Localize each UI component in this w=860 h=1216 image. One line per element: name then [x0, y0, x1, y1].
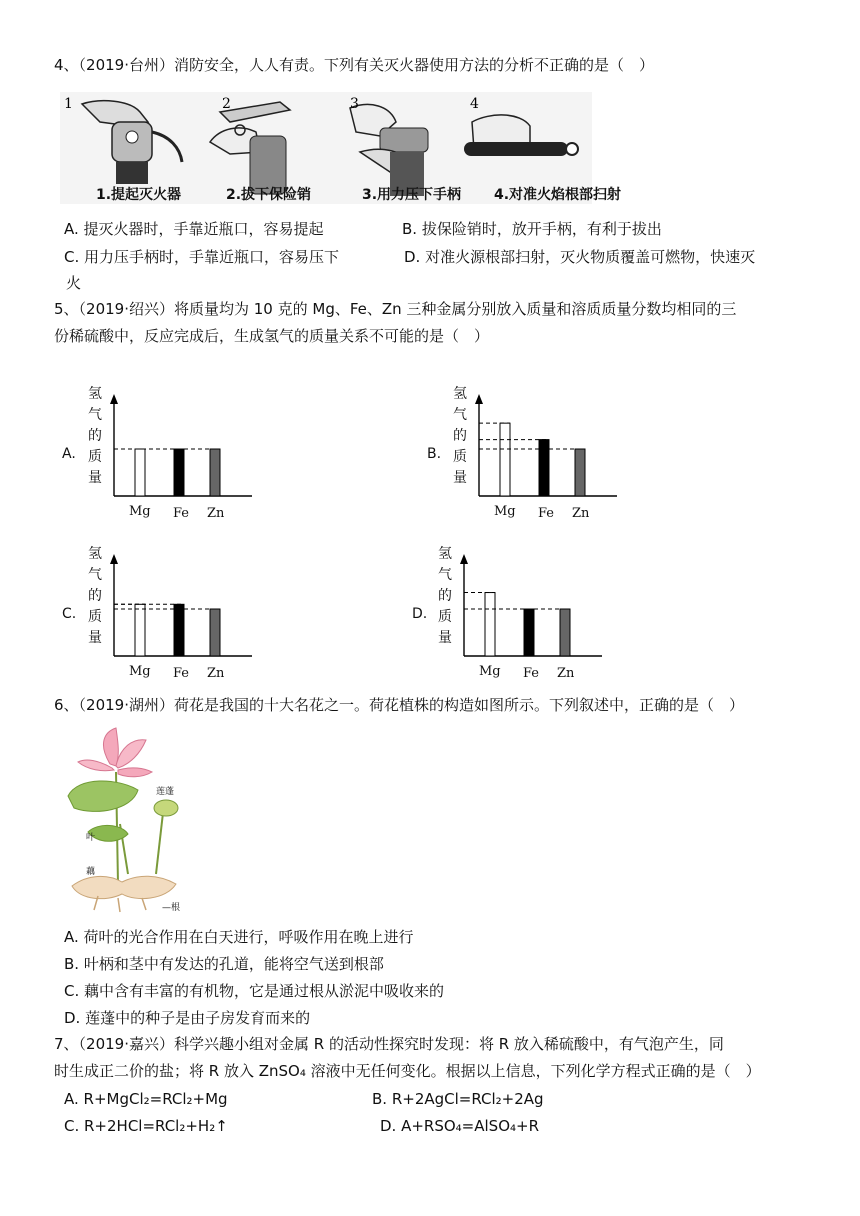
chart-c-option-label: C.	[62, 606, 77, 622]
chart-d-xtick-zn: Zn	[557, 666, 575, 681]
q6-stem: 6、（2019·湖州）荷花是我国的十大名花之一。荷花植株的构造如图所示。下列叙述中，正确的是（ ）	[54, 696, 744, 714]
chart-a-y-axis-arrow	[110, 394, 118, 404]
step4-caption: 4.对准火焰根部扫射	[494, 187, 622, 203]
chart-b-plot	[427, 380, 627, 525]
chart-a-xtick-fe: Fe	[173, 506, 190, 521]
step4-number: 4	[470, 96, 479, 112]
chart-b	[427, 380, 627, 525]
step2-number: 2	[222, 96, 231, 112]
chart-c-bar-zn	[210, 609, 220, 656]
q6-option-d: D. 莲蓬中的种子是由子房发育而来的	[64, 1009, 311, 1027]
step3-caption: 3.用力压下手柄	[362, 187, 462, 203]
step1-number: 1	[64, 96, 73, 112]
chart-a-ylabel: 氢 气 的 质 量	[88, 386, 102, 486]
q6-option-b: B. 叶柄和茎中有发达的孔道，能将空气送到根部	[64, 955, 384, 973]
chart-a-xtick-zn: Zn	[207, 506, 225, 521]
chart-a-bar-mg	[135, 449, 145, 496]
step3-number: 3	[350, 96, 359, 112]
lotus-label-lianpeng: 莲蓬	[156, 787, 175, 797]
chart-b-ylabel: 氢 气 的 质 量	[453, 386, 467, 486]
lotus-label-ou: 藕	[86, 867, 96, 877]
chart-d-bar-mg	[485, 593, 495, 656]
chart-d-option-label: D.	[412, 606, 428, 622]
chart-b-bar-fe	[539, 440, 549, 496]
chart-d	[412, 540, 612, 685]
step2-caption: 2.拔下保险销	[226, 187, 312, 203]
chart-c-bar-fe	[174, 604, 184, 656]
q7-option-d: D. A+RSO₄=AlSO₄+R	[380, 1117, 540, 1135]
chart-b-xtick-fe: Fe	[538, 506, 555, 521]
q4-option-d: D. 对准火源根部扫射，灭火物质覆盖可燃物，快速灭	[404, 248, 756, 266]
q4-option-c: C. 用力压手柄时，手靠近瓶口，容易压下	[64, 248, 340, 266]
q5-stem-line2: 份稀硫酸中，反应完成后，生成氢气的质量关系不可能的是（ ）	[54, 327, 490, 345]
q4-option-b: B. 拔保险销时，放开手柄，有利于拔出	[402, 220, 662, 238]
chart-c-xtick-mg: Mg	[129, 664, 151, 679]
chart-c-plot	[62, 540, 262, 685]
q7-stem-line1: 7、（2019·嘉兴）科学兴趣小组对金属 R 的活动性探究时发现：将 R 放入稀硫酸中，有气泡产生，同	[54, 1035, 724, 1053]
chart-a-bar-zn	[210, 449, 220, 496]
chart-c-ylabel: 氢 气 的 质 量	[88, 546, 102, 646]
lotus-illustration	[58, 724, 188, 914]
q6-option-a: A. 荷叶的光合作用在白天进行，呼吸作用在晚上进行	[64, 928, 414, 946]
q7-stem-line2: 时生成正二价的盐；将 R 放入 ZnSO₄ 溶液中无任何变化。根据以上信息，下列化学方程式正确的是（ ）	[54, 1062, 761, 1080]
chart-c	[62, 540, 262, 685]
lotus-label-ye: 叶	[86, 833, 96, 843]
chart-d-y-axis-arrow	[460, 554, 468, 564]
chart-a	[62, 380, 262, 525]
chart-a-plot	[62, 380, 262, 525]
chart-c-xtick-fe: Fe	[173, 666, 190, 681]
chart-d-bar-fe	[524, 609, 534, 656]
chart-b-xtick-zn: Zn	[572, 506, 590, 521]
q6-option-c: C. 藕中含有丰富的有机物，它是通过根从淤泥中吸收来的	[64, 982, 445, 1000]
q4-option-d-cont: 火	[66, 274, 82, 292]
chart-c-xtick-zn: Zn	[207, 666, 225, 681]
chart-b-y-axis-arrow	[475, 394, 483, 404]
q4-stem: 4、（2019·台州）消防安全，人人有责。下列有关灭火器使用方法的分析不正确的是（ ）	[54, 56, 654, 74]
q7-option-c: C. R+2HCl=RCl₂+H₂↑	[64, 1117, 228, 1135]
chart-d-ylabel: 氢 气 的 质 量	[438, 546, 452, 646]
chart-b-option-label: B.	[427, 446, 442, 462]
q5-stem-line1: 5、（2019·绍兴）将质量均为 10 克的 Mg、Fe、Zn 三种金属分别放入质量和溶质质量分数均相同的三	[54, 300, 737, 318]
chart-a-xtick-mg: Mg	[129, 504, 151, 519]
chart-c-bar-mg	[135, 604, 145, 656]
chart-d-plot	[412, 540, 612, 685]
chart-d-xtick-fe: Fe	[523, 666, 540, 681]
q4-option-a: A. 提灭火器时，手靠近瓶口，容易提起	[64, 220, 324, 238]
chart-a-bar-fe	[174, 449, 184, 496]
q7-option-a: A. R+MgCl₂=RCl₂+Mg	[64, 1090, 228, 1108]
lotus-figure	[58, 724, 188, 914]
chart-a-option-label: A.	[62, 446, 76, 462]
lotus-label-gen: —根	[162, 903, 181, 913]
chart-b-bar-zn	[575, 449, 585, 496]
chart-d-xtick-mg: Mg	[479, 664, 501, 679]
chart-d-bar-zn	[560, 609, 570, 656]
q7-option-b: B. R+2AgCl=RCl₂+2Ag	[372, 1090, 544, 1108]
step1-caption: 1.提起灭火器	[96, 187, 182, 203]
chart-b-xtick-mg: Mg	[494, 504, 516, 519]
chart-c-y-axis-arrow	[110, 554, 118, 564]
fire-extinguisher-steps-figure	[60, 92, 622, 204]
chart-b-bar-mg	[500, 423, 510, 496]
